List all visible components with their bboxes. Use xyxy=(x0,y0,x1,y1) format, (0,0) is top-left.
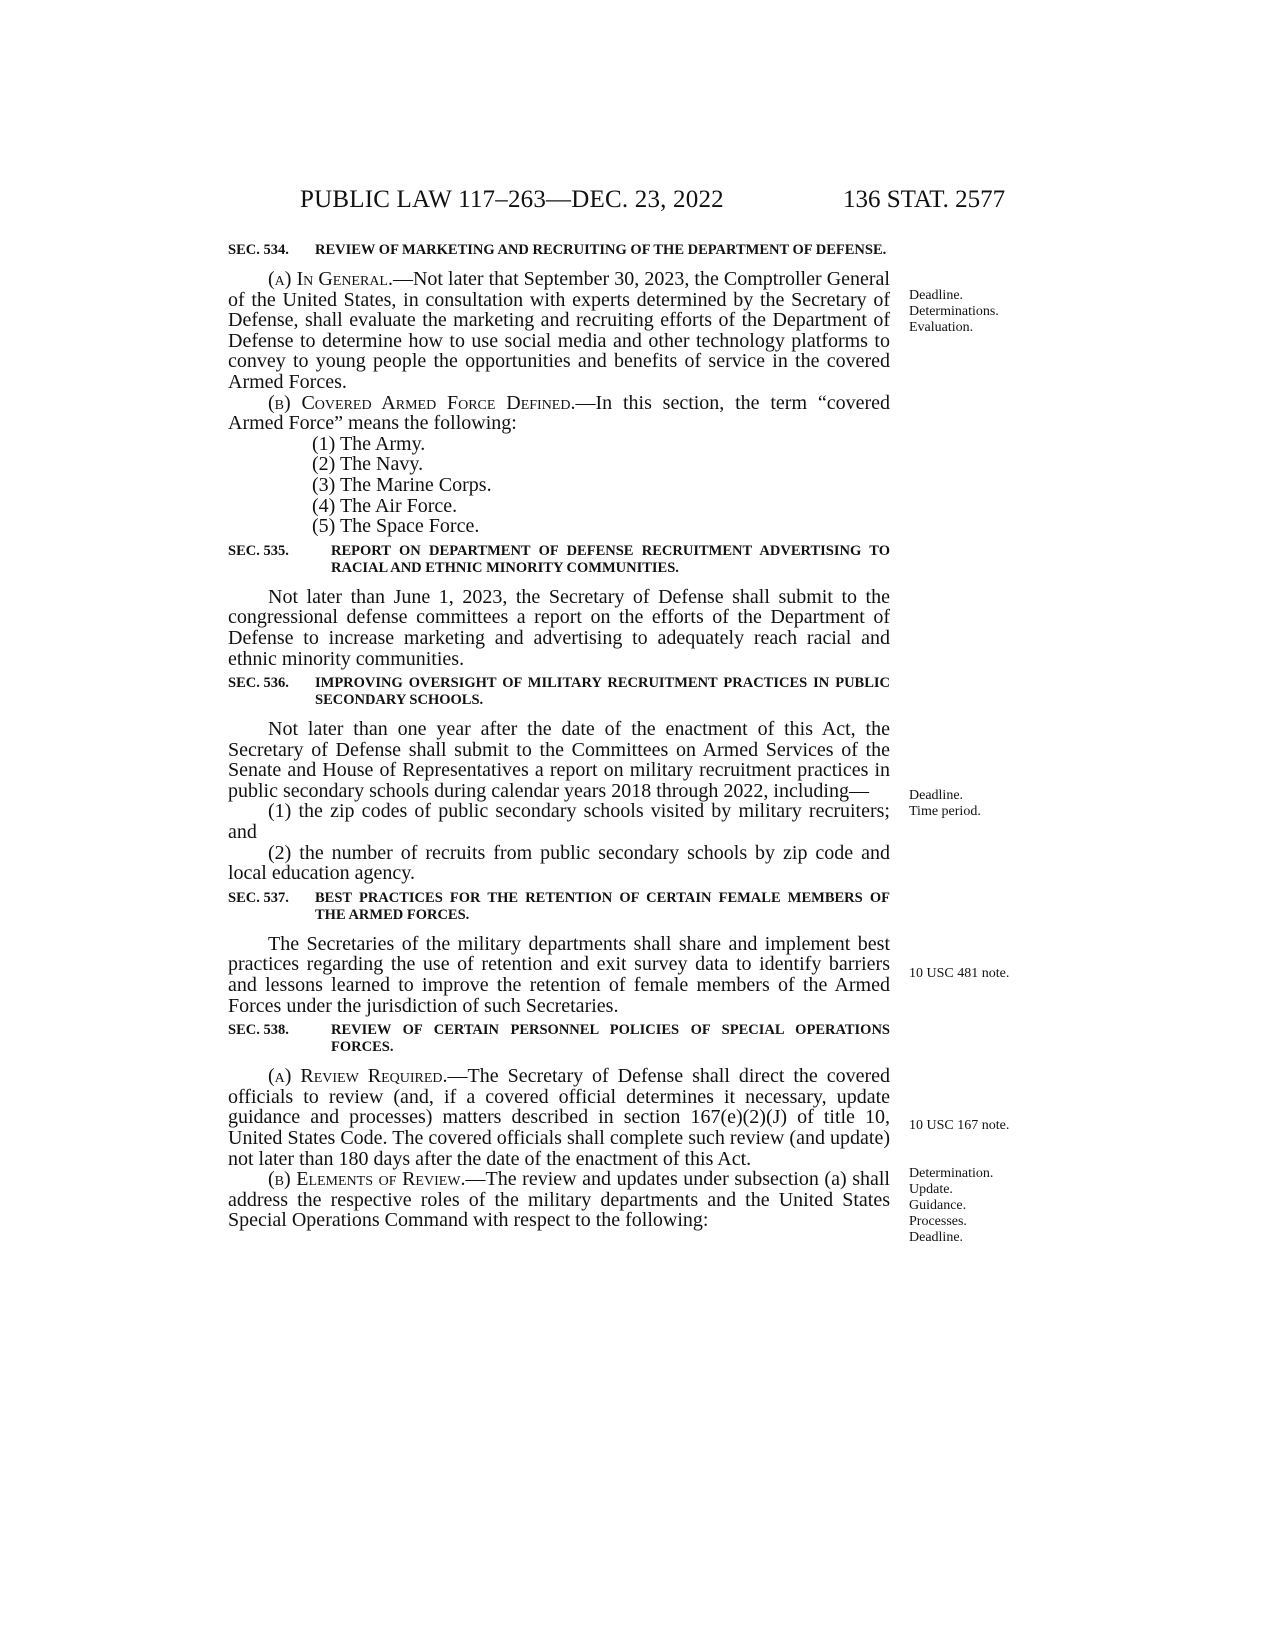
section-number: SEC. 538. xyxy=(228,1022,289,1039)
margin-note-line: Determinations. xyxy=(909,304,999,319)
margin-note-line: 10 USC 167 note. xyxy=(909,1118,1010,1133)
subsection-heading: (a) In General. xyxy=(268,268,393,290)
margin-note-line: Processes. xyxy=(909,1214,967,1229)
subsection-text: —Not later that September 30, 2023, the Comptroller General of the United States, in consultation with experts determined by the Secretary of Defense, shall evaluate the marketing and recruiting efforts of the Department of Defense to determine how to use social media and other technology platforms to convey to young people the opportunities and benefits of service in the covered Armed Forces. xyxy=(228,268,890,393)
section-number: SEC. 537. xyxy=(228,889,289,906)
subsection-heading: (b) Elements of Review. xyxy=(268,1168,466,1191)
section-title: REVIEW OF MARKETING AND RECRUITING OF THE DEPARTMENT OF DEFENSE. xyxy=(315,242,887,258)
margin-note-line: Determination. xyxy=(909,1166,994,1181)
section-number: SEC. 534. xyxy=(228,242,289,258)
section-538-heading xyxy=(228,1022,890,1056)
list-item: (2) The Navy. xyxy=(312,453,424,476)
margin-note-line: Deadline. xyxy=(909,288,964,303)
section-title: REVIEW OF CERTAIN PERSONNEL POLICIES OF SPECIAL OPERATIONS FORCES. xyxy=(331,1022,890,1056)
section-534-subsection-a xyxy=(228,269,890,393)
section-535-heading xyxy=(228,543,890,577)
subsection-text: —The review and updates under subsection (a) shall address the respective roles of the military departments and the United States Special Operations Command with respect to the following: xyxy=(228,1168,890,1232)
margin-note-line: Time period. xyxy=(909,804,981,819)
margin-note-line: 10 USC 481 note. xyxy=(909,966,1010,981)
section-535-text: Not later than June 1, 2023, the Secretary of Defense shall submit to the congressional defense committees a report on the efforts of the Department of Defense to increase marketing and advertising to adequately reach racial and ethnic minority communities. xyxy=(228,585,890,670)
list-item: (3) The Marine Corps. xyxy=(312,473,492,496)
page-header xyxy=(0,186,1275,222)
subsection-text: —The Secretary of Defense shall direct the covered officials to review (and, if a covered official determines it necessary, update guidance and processes) matters described in section 167(e)(2)(J) of title 10, United States Code. The covered officials shall complete such review (and update) not later than 180 days after the date of the enactment of this Act. xyxy=(228,1065,890,1170)
section-number: SEC. 535. xyxy=(228,542,289,559)
list-item: (5) The Space Force. xyxy=(312,515,480,538)
list-item: (4) The Air Force. xyxy=(312,494,458,517)
document-body xyxy=(228,242,890,1231)
list-item: (1) The Army. xyxy=(312,432,426,455)
section-number: SEC. 536. xyxy=(228,675,289,692)
margin-note-536 xyxy=(909,788,1069,820)
section-538-subsection-a xyxy=(228,1066,890,1169)
section-537-heading xyxy=(228,890,890,924)
margin-note-line: Update. xyxy=(909,1182,953,1197)
margin-note-534 xyxy=(909,288,1069,336)
margin-note-537 xyxy=(909,966,1069,982)
section-538-subsection-b xyxy=(228,1169,890,1231)
section-title: IMPROVING OVERSIGHT OF MILITARY RECRUITMENT PRACTICES IN PUBLIC SECONDARY SCHOOLS. xyxy=(315,675,890,709)
section-534-subsection-b xyxy=(228,393,890,434)
margin-note-538 xyxy=(909,1166,1069,1246)
section-title: BEST PRACTICES FOR THE RETENTION OF CERTAIN FEMALE MEMBERS OF THE ARMED FORCES. xyxy=(315,889,890,923)
subsection-heading: (b) Covered Armed Force Defined. xyxy=(268,391,576,414)
subsection-text: —In this section, the term “covered Armed Force” means the following: xyxy=(228,391,890,435)
stat-page-number: 136 STAT. 2577 xyxy=(843,186,1006,213)
margin-note-line: Guidance. xyxy=(909,1198,967,1213)
running-head: PUBLIC LAW 117–263—DEC. 23, 2022 xyxy=(300,186,724,213)
section-536-item-2: (2) the number of recruits from public secondary schools by zip code and local education agency. xyxy=(228,841,890,885)
subsection-heading: (a) Review Required. xyxy=(268,1065,448,1088)
section-536-heading xyxy=(228,675,890,709)
margin-note-line: Deadline. xyxy=(909,1230,964,1245)
section-title: REPORT ON DEPARTMENT OF DEFENSE RECRUITMENT ADVERTISING TO RACIAL AND ETHNIC MINORITY COMMUNITIES. xyxy=(331,542,890,576)
margin-note-line: Deadline. xyxy=(909,788,964,803)
section-534-heading xyxy=(228,242,890,259)
margin-note-line: Evaluation. xyxy=(909,320,974,335)
section-537-text: The Secretaries of the military departments shall share and implement best practices regarding the use of retention and exit survey data to identify barriers and lessons learned to improve the retention of female members of the Armed Forces under the jurisdiction of such Secretaries. xyxy=(228,932,890,1017)
margin-note-538-cite xyxy=(909,1118,1069,1134)
section-536-item-1: (1) the zip codes of public secondary schools visited by military recruiters; and xyxy=(228,800,890,844)
section-536-text: Not later than one year after the date of the enactment of this Act, the Secretary of Defense shall submit to the Committees on Armed Services of the Senate and House of Representatives a report on military recruitment practices in public secondary schools during calendar years 2018 through 2022, including— xyxy=(228,718,890,802)
